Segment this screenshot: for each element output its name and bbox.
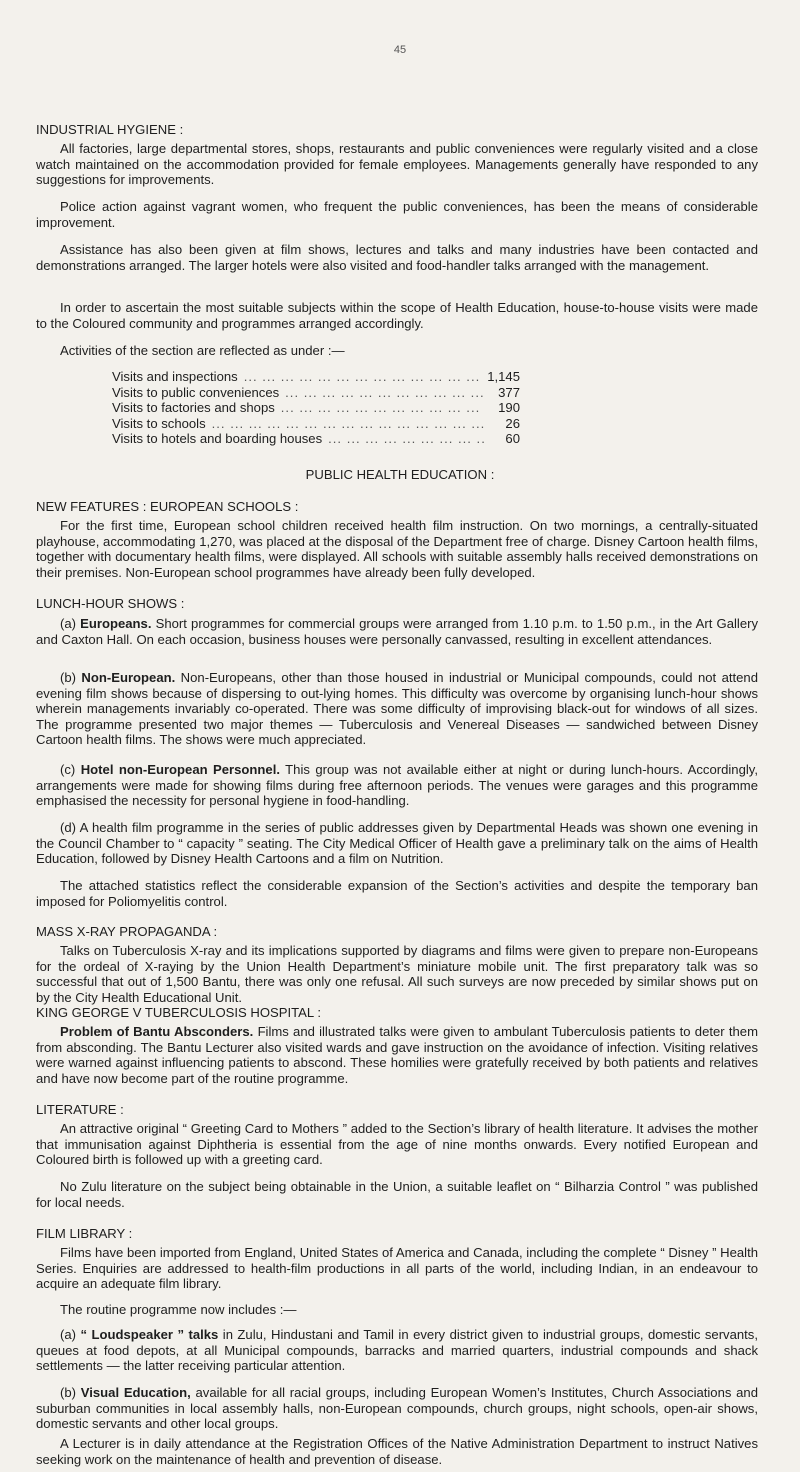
paragraph: The routine programme now includes :— (60, 1302, 297, 1317)
paragraph: Films have been imported from England, United States of America and Canada, including the complete “ Disney ” Health Series. Enquiries are addressed to health-film productions in all parts of the world, including Indian, in an endeavour to acquire an adequate film library. (36, 1245, 758, 1292)
stats-label: Visits to hotels and boarding houses (112, 431, 323, 446)
item-text: This group was not available either at night or during lunch-hours. Accordingly, arrangements were made for showing films during free afternoon periods. The venues were garages and this programme emphasised the necessity for personal hygiene in food-handling. (36, 762, 758, 809)
section-heading-industrial-hygiene: INDUSTRIAL HYGIENE : (36, 122, 184, 137)
paragraph-text: Films and illustrated talks were given to ambulant Tuberculosis patients to deter them from absconding. The Bantu Lecturer also visited wards and gave instruction on the avoidance of infection. Visiting relatives were warned against influencing patients to abscond. These homilies were gratefully received by both patients and relatives and have now become part of the routine programme. (36, 1024, 758, 1086)
stats-label: Visits and inspections (112, 369, 238, 384)
stats-row (112, 416, 520, 432)
list-item-b (36, 1385, 758, 1432)
stats-row (112, 431, 520, 447)
item-lead: Visual Education, (80, 1385, 191, 1400)
list-item-b (36, 670, 758, 748)
paragraph: A Lecturer is in daily attendance at the Registration Offices of the Native Administration Department to instruct Natives seeking work on the maintenance of health and prevention of disease. (36, 1436, 758, 1467)
subsection-heading-literature: LITERATURE : (36, 1102, 124, 1117)
subsection-heading-mass-xray: MASS X-RAY PROPAGANDA : (36, 924, 218, 939)
subsection-heading-film-library: FILM LIBRARY : (36, 1226, 133, 1241)
paragraph: Assistance has also been given at film shows, lectures and talks and many industries have been contacted and demonstrations arranged. The larger hotels were also visited and food-handler talks arranged with the management. (36, 242, 758, 273)
item-text: A health film programme in the series of public addresses given by Departmental Heads was shown one evening in the Council Chamber to “ capacity ” seating. The City Medical Officer of Health gave a preliminary talk on the aims of Health Education, followed by Disney Health Cartoons and a film on Nutrition. (36, 820, 758, 867)
item-marker: (b) (60, 1385, 77, 1400)
leader-dots (279, 385, 486, 401)
list-item-a (36, 1327, 758, 1374)
section-title-public-health-education: PUBLIC HEALTH EDUCATION : (305, 467, 495, 482)
subsection-heading-lunch-hour: LUNCH-HOUR SHOWS : (36, 596, 185, 611)
leader-dots (206, 416, 486, 432)
leader-dots (238, 369, 486, 385)
stats-label: Visits to schools (112, 415, 206, 431)
subsection-heading-new-features: NEW FEATURES : EUROPEAN SCHOOLS : (36, 499, 299, 514)
item-text: available for all racial groups, including European Women’s Institutes, Church Associations and suburban communities in local assembly halls, non-European compounds, church groups, night schools, open-air shows, domestic servants and other local groups. (36, 1385, 758, 1432)
stats-row (112, 369, 520, 385)
leader-dots (275, 400, 486, 416)
item-text: Short programmes for commercial groups were arranged from 1.10 p.m. to 1.50 p.m., in the Art Gallery and Caxton Hall. On each occasion, business houses were personally canvassed, resulting in excellent attendances. (36, 616, 759, 647)
stats-value: 26 (505, 415, 520, 431)
stats-value: 60 (505, 431, 520, 446)
paragraph: No Zulu literature on the subject being obtainable in the Union, a suitable leaflet on “ Bilharzia Control ” was published for local needs. (36, 1179, 758, 1210)
stats-label: Visits to public conveniences (112, 384, 280, 400)
paragraph: An attractive original “ Greeting Card to Mothers ” added to the Section’s library of health literature. It advises the mother that immunisation against Diphtheria is essential from the age of nine months onwards. Every notified European and Coloured birth is followed up with a greeting card. (36, 1121, 758, 1168)
page-number: 45 (393, 44, 407, 56)
stats-value: 377 (498, 384, 520, 400)
list-item-d (36, 820, 758, 867)
item-text: Non-Europeans, other than those housed in industrial or Municipal compounds, could not attend evening film shows because of dispersing to out-lying homes. This difficulty was overcome by organising lunch-hour shows wherein managements invariably co-operated. There was some difficulty of improvising black-out for windows of all sizes. The programme presented two major themes — Tuberculosis and Venereal Diseases — sandwiched between Disney Cartoon health films. The shows were much appreciated. (36, 670, 758, 748)
paragraph: Talks on Tuberculosis X-ray and its implications supported by diagrams and films were given to prepare non-Europeans for the ordeal of X-raying by the Union Health Department’s miniature mobile unit. The first preparatory talk was so successful that out of 1,500 Bantu, there was only one refusal. All such surveys are now preceded by similar shows put on by the City Health Educational Unit. (36, 943, 758, 1005)
item-marker: (a) (60, 1327, 77, 1342)
list-item-c (36, 762, 758, 809)
item-lead: “ Loudspeaker ” talks (80, 1327, 219, 1342)
subsection-heading-king-george: KING GEORGE V TUBERCULOSIS HOSPITAL : (36, 1005, 321, 1020)
item-marker: (c) (60, 762, 76, 777)
activity-stats-list (112, 369, 520, 447)
stats-row (112, 385, 520, 401)
item-lead: Hotel non-European Personnel. (80, 762, 280, 777)
paragraph-lead: Problem of Bantu Absconders. (60, 1024, 254, 1039)
stats-value: 1,145 (487, 369, 520, 384)
paragraph: All factories, large departmental stores, shops, restaurants and public conveniences were regularly visited and a close watch maintained on the accommodation provided for female employees. Managements generally have responded to any suggestions for improvements. (36, 141, 758, 188)
list-item-a (36, 616, 758, 647)
paragraph: Police action against vagrant women, who frequent the public conveniences, has been the means of considerable improvement. (36, 199, 758, 230)
paragraph: In order to ascertain the most suitable subjects within the scope of Health Education, house-to-house visits were made to the Coloured community and programmes arranged accordingly. (36, 300, 758, 331)
item-marker: (a) (60, 616, 77, 631)
item-marker: (b) (60, 670, 77, 685)
paragraph: The attached statistics reflect the considerable expansion of the Section’s activities and despite the temporary ban imposed for Poliomyelitis control. (36, 878, 758, 909)
stats-row (112, 400, 520, 416)
item-lead: Europeans. (80, 616, 152, 631)
stats-label: Visits to factories and shops (112, 400, 275, 415)
item-text: in Zulu, Hindustani and Tamil in every district given to industrial groups, domestic servants, queues at food depots, at all Municipal compounds, barracks and married quarters, industrial compounds and shack settlements — the latter receiving particular attention. (36, 1327, 758, 1374)
paragraph: For the first time, European school children received health film instruction. On two mornings, a centrally-situated playhouse, accommodating 1,270, was placed at the disposal of the Department free of charge. Disney Cartoon health films, together with documentary health films, were displayed. All schools with suitable assembly halls received demonstrations on their premises. Non-European school programmes have already been fully developed. (36, 518, 758, 580)
paragraph: Activities of the section are reflected as under :— (60, 343, 345, 358)
leader-dots (322, 431, 486, 447)
paragraph (36, 1024, 758, 1086)
item-lead: Non-European. (81, 670, 176, 685)
stats-value: 190 (498, 400, 520, 415)
item-marker: (d) (60, 820, 77, 835)
